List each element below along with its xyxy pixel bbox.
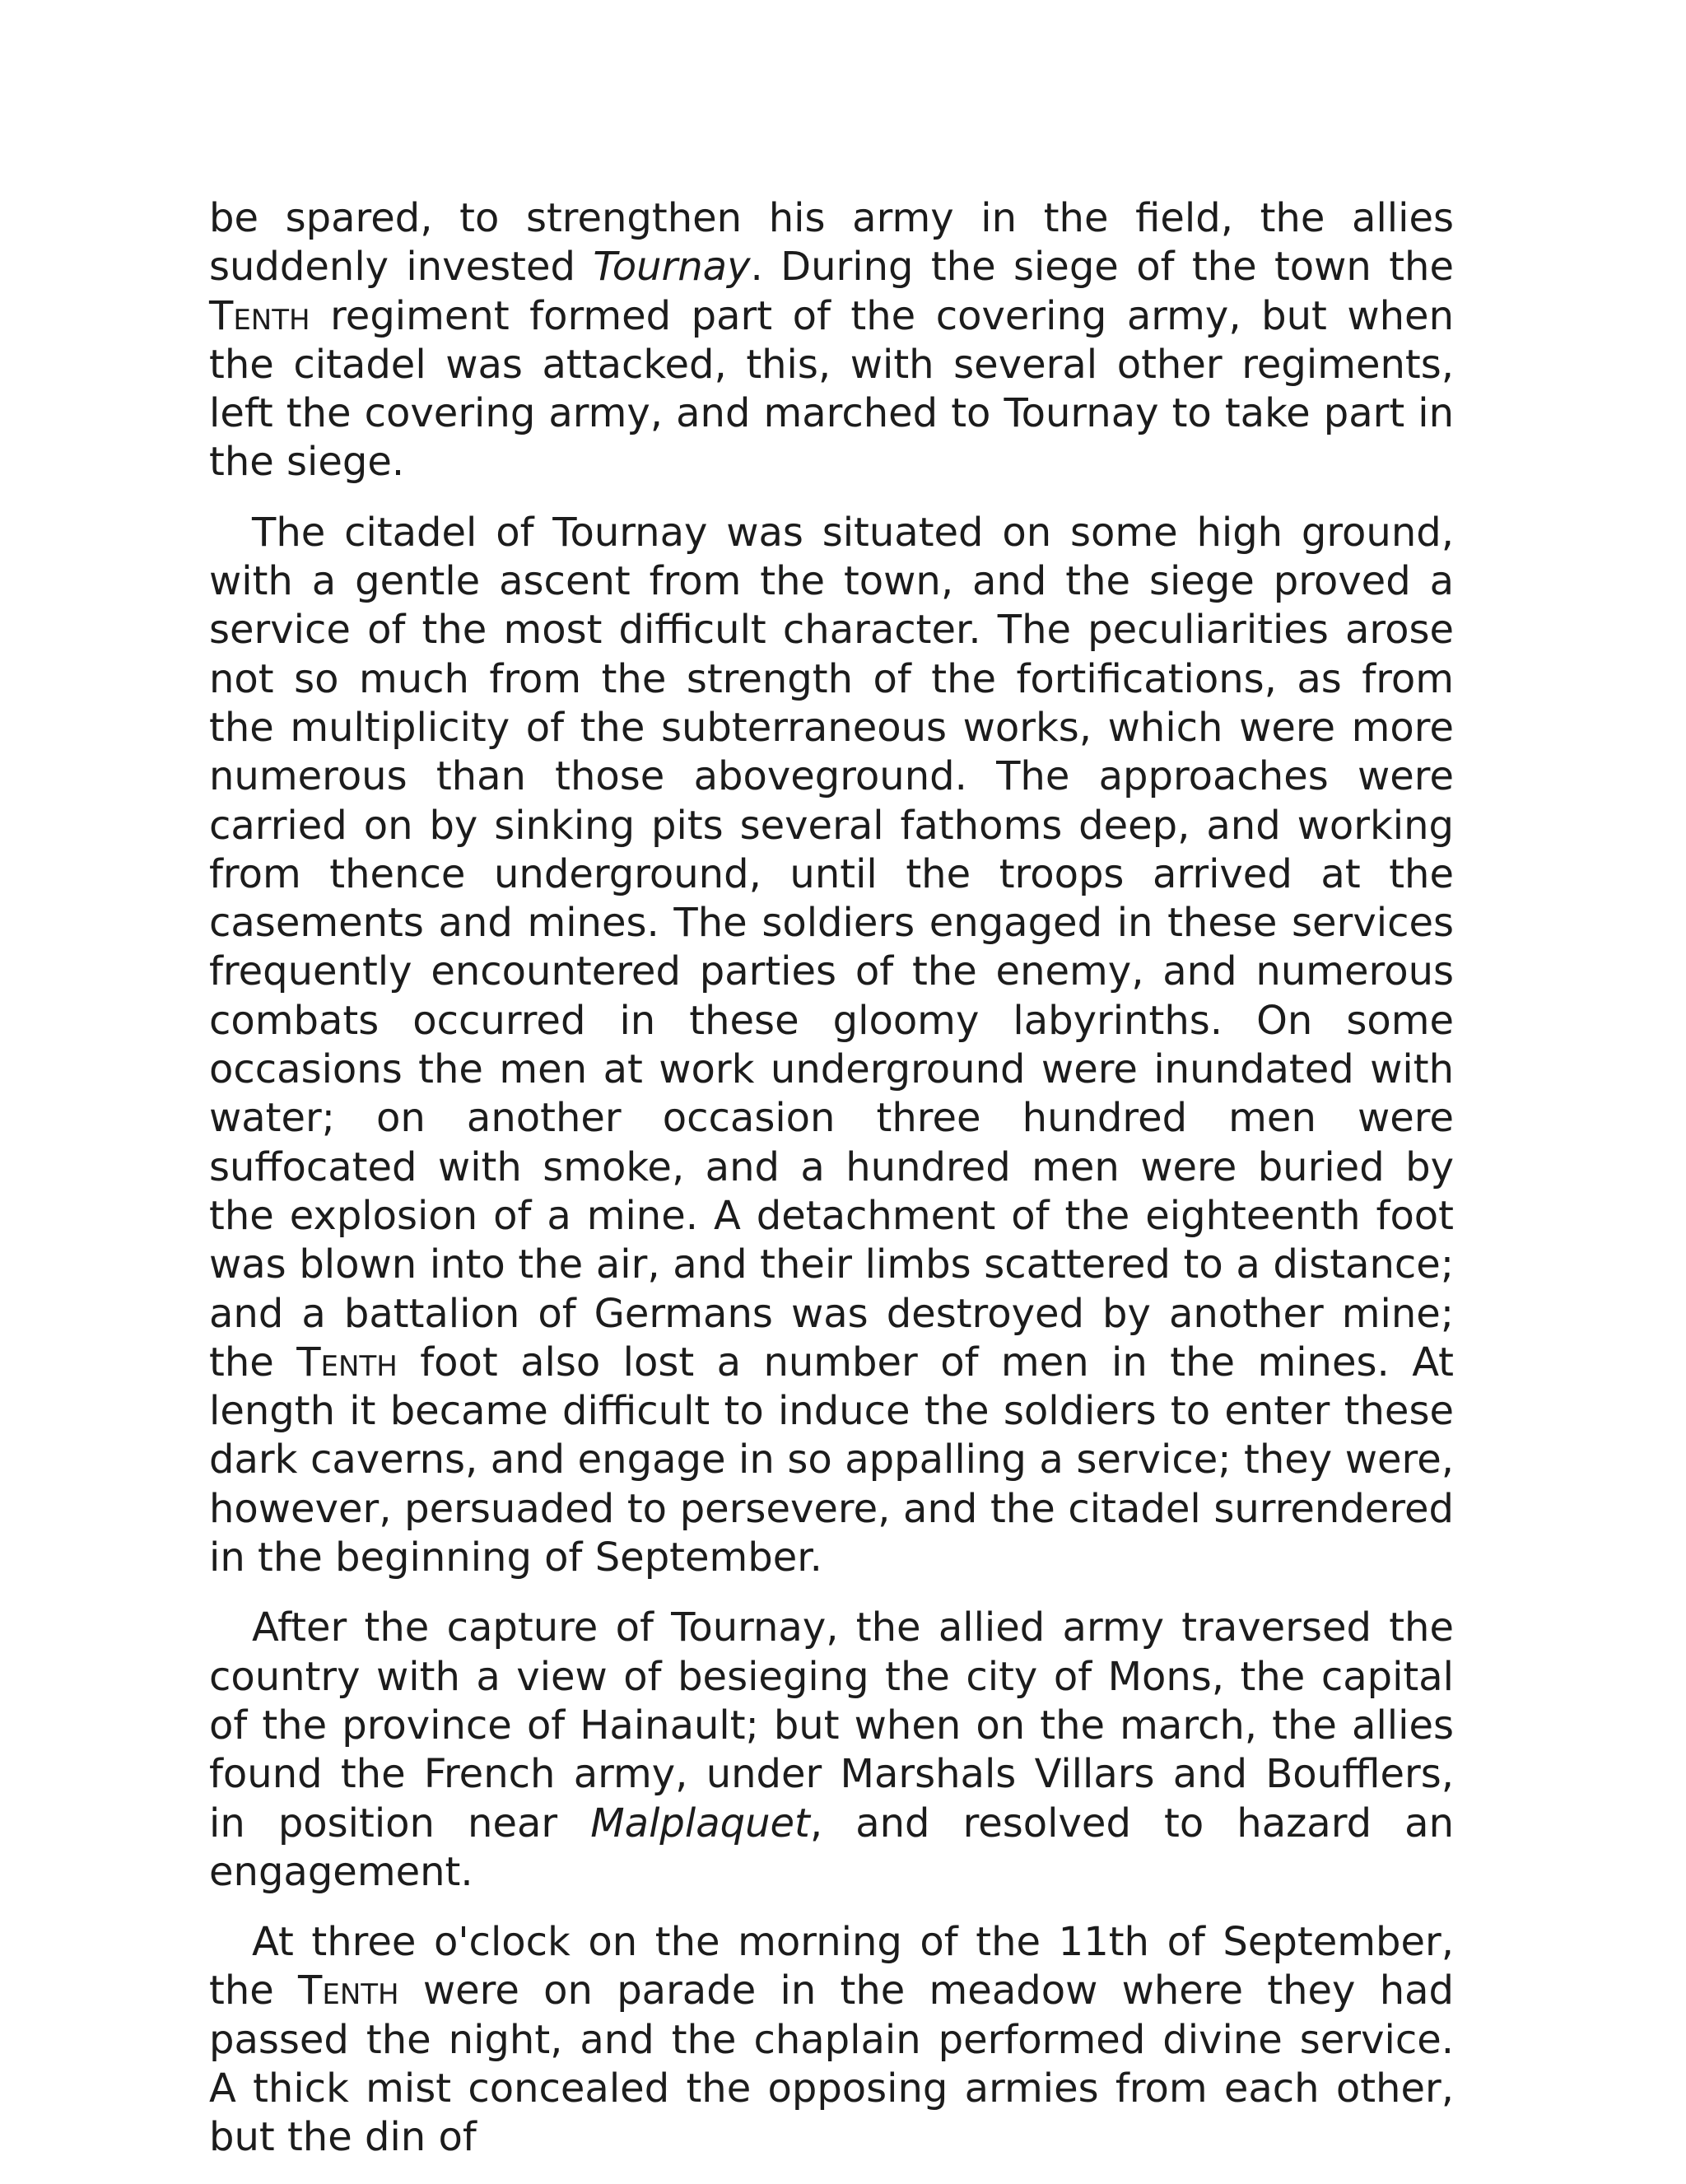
paragraph-2-text: foot also lost a number of men in the mines. At length it became difficult to induce the soldiers to enter these dark caverns, and engage in so appalling a service; they were, however, persuaded to persevere, and the citadel surrendered in the beginning of September.: [209, 1339, 1454, 1581]
regiment-name: Tenth: [209, 292, 310, 339]
regiment-name: Tenth: [298, 1967, 399, 2014]
paragraph-2: [209, 509, 1454, 1583]
paragraph-4: [209, 1918, 1454, 2162]
place-name-malplaquet: Malplaquet: [590, 1800, 810, 1846]
paragraph-4-text: were on parade in the meadow where they had passed the night, and the chaplain performed divine service. A thick mist concealed the opposing armies from each other, but the din of: [209, 1967, 1455, 2161]
regiment-name: Tenth: [296, 1339, 398, 1385]
document-page: [209, 194, 1454, 2184]
paragraph-3-text: After the capture of Tournay, the allied army traversed the country with a view of besieging the city of Mons, the capital of the province of Hainault; but when on the march, the allies found the French army, under Marshals Villars and Boufflers, in position near: [209, 1604, 1454, 1846]
paragraph-3-text: , and resolved to hazard an engagement.: [209, 1800, 1454, 1895]
paragraph-1: [209, 194, 1454, 487]
paragraph-1-text: . During the siege of the town the: [750, 244, 1454, 291]
place-name-tournay: Tournay: [593, 244, 751, 291]
paragraph-4-text: At three o'clock on the morning of the 11th of September, the: [209, 1919, 1454, 2014]
paragraph-1-text: regiment formed part of the covering army, but when the citadel was attacked, this, with several other regiments, left the covering army, and marched to Tournay to take part in the siege.: [209, 292, 1454, 486]
paragraph-3: [209, 1604, 1454, 1897]
paragraph-1-text: be spared, to strengthen his army in the field, the allies suddenly invested: [209, 195, 1454, 291]
paragraph-2-text: The citadel of Tournay was situated on some high ground, with a gentle ascent from the town, and the siege proved a service of the most difficult character. The peculiarities arose not so much from the strength of the fortifications, as from the multiplicity of the subterraneous works, which were more numerous than those aboveground. The approaches were carried on by sinking pits several fathoms deep, and working from thence underground, until the troops arrived at the casements and mines. The soldiers engaged in these services frequently encountered parties of the enemy, and numerous combats occurred in these gloomy labyrinths. On some occasions the men at work underground were inundated with water; on another occasion three hundred men were suffocated with smoke, and a hundred men were buried by the explosion of a mine. A detachment of the eighteenth foot was blown into the air, and their limbs scattered to a distance; and a battalion of Germans was destroyed by another mine; the: [209, 509, 1454, 1385]
